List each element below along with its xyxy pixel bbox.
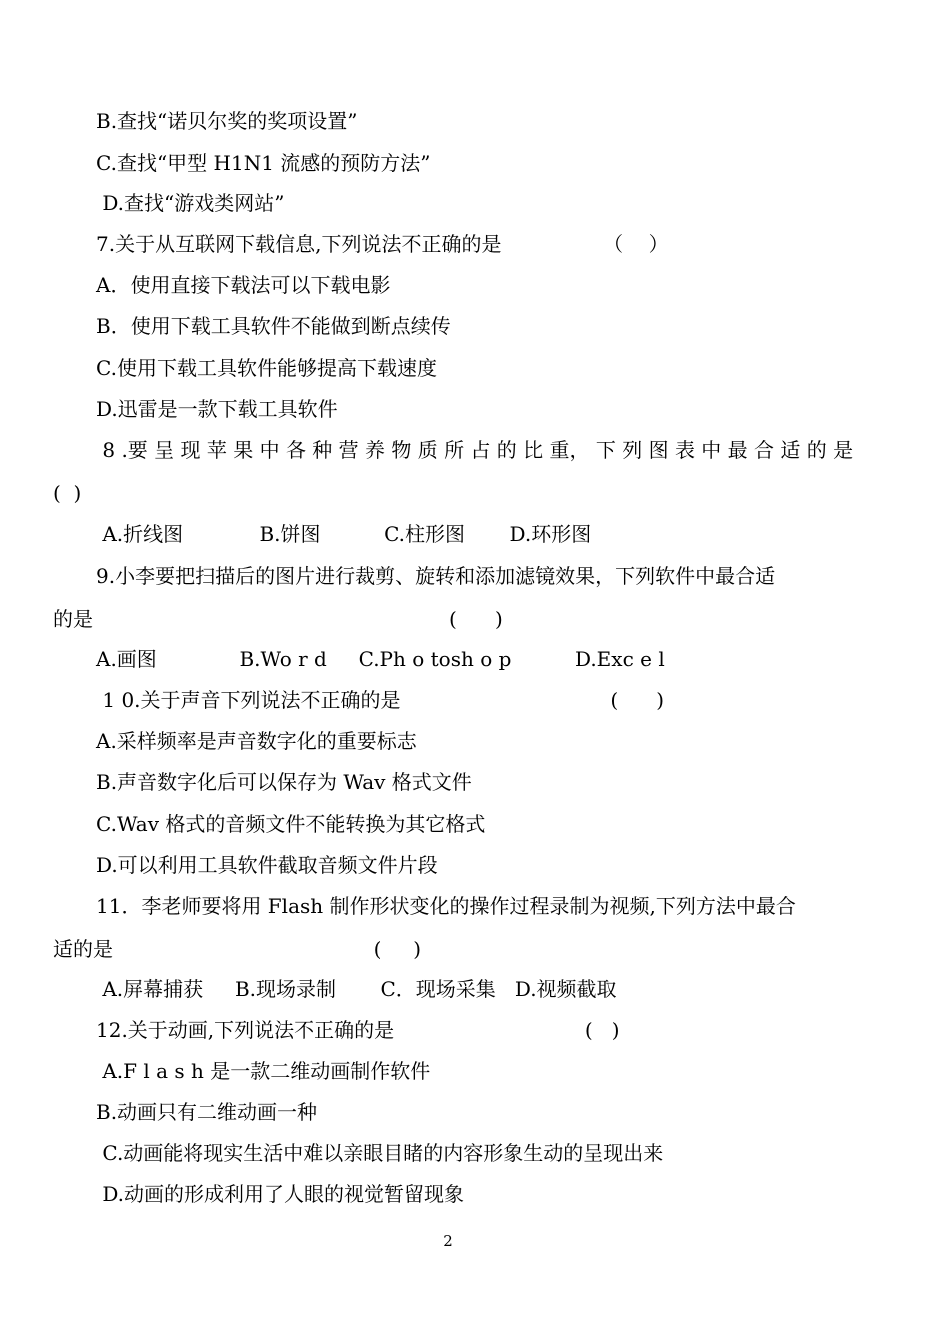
option-c-q10: C.Wav 格式的音频文件不能转换为其它格式 (96, 812, 486, 836)
page-number: 2 (443, 1232, 453, 1250)
option-b-q7: B．使用下载工具软件不能做到断点续传 (96, 314, 451, 338)
options-q8: A.折线图 B.饼图 C.柱形图 D.环形图 (96, 522, 592, 546)
option-b-q10: B.声音数字化后可以保存为 Wav 格式文件 (96, 770, 472, 794)
option-c-q7: C.使用下载工具软件能够提高下载速度 (96, 356, 437, 380)
question-10: 1 0.关于声音下列说法不正确的是 ( ) (96, 688, 665, 712)
question-7: 7.关于从互联网下载信息,下列说法不正确的是 （ ） (96, 232, 669, 256)
option-b-q12: B.动画只有二维动画一种 (96, 1100, 318, 1124)
options-q9: A.画图 B.Wo r d C.Ph o tosh o p D.Exc e l (96, 647, 665, 671)
option-a-q7: A．使用直接下载法可以下载电影 (96, 273, 391, 297)
option-b-q6: B.查找“诺贝尔奖的奖项设置” (96, 109, 358, 133)
question-12: 12.关于动画,下列说法不正确的是 ( ) (96, 1018, 620, 1042)
question-9-cont: 的是 ( ) (53, 607, 503, 631)
option-a-q10: A.采样频率是声音数字化的重要标志 (96, 729, 417, 753)
option-d-q12: D.动画的形成利用了人眼的视觉暂留现象 (96, 1182, 465, 1206)
option-d-q7: D.迅雷是一款下载工具软件 (96, 397, 338, 421)
question-9: 9.小李要把扫描后的图片进行裁剪、旋转和添加滤镜效果，下列软件中最合适 (96, 564, 776, 588)
option-d-q6: D.查找“游戏类网站” (96, 191, 285, 215)
question-8: 8 .要 呈 现 苹 果 中 各 种 营 养 物 质 所 占 的 比 重， 下 列 图 表 中 最 合 适 的 是 (96, 438, 854, 462)
question-8-bracket: ( ) (53, 481, 82, 505)
question-11-cont: 适的是 ( ) (53, 937, 422, 961)
option-a-q12: A.F l a s h 是一款二维动画制作软件 (96, 1059, 431, 1083)
option-d-q10: D.可以利用工具软件截取音频文件片段 (96, 853, 438, 877)
question-11: 11．李老师要将用 Flash 制作形状变化的操作过程录制为视频,下列方法中最合 (96, 894, 796, 918)
option-c-q6: C.查找“甲型 H1N1 流感的预防方法” (96, 151, 431, 175)
option-c-q12: C.动画能将现实生活中难以亲眼目睹的内容形象生动的呈现出来 (96, 1141, 664, 1165)
options-q11: A.屏幕捕获 B.现场录制 C．现场采集 D.视频截取 (96, 977, 617, 1001)
